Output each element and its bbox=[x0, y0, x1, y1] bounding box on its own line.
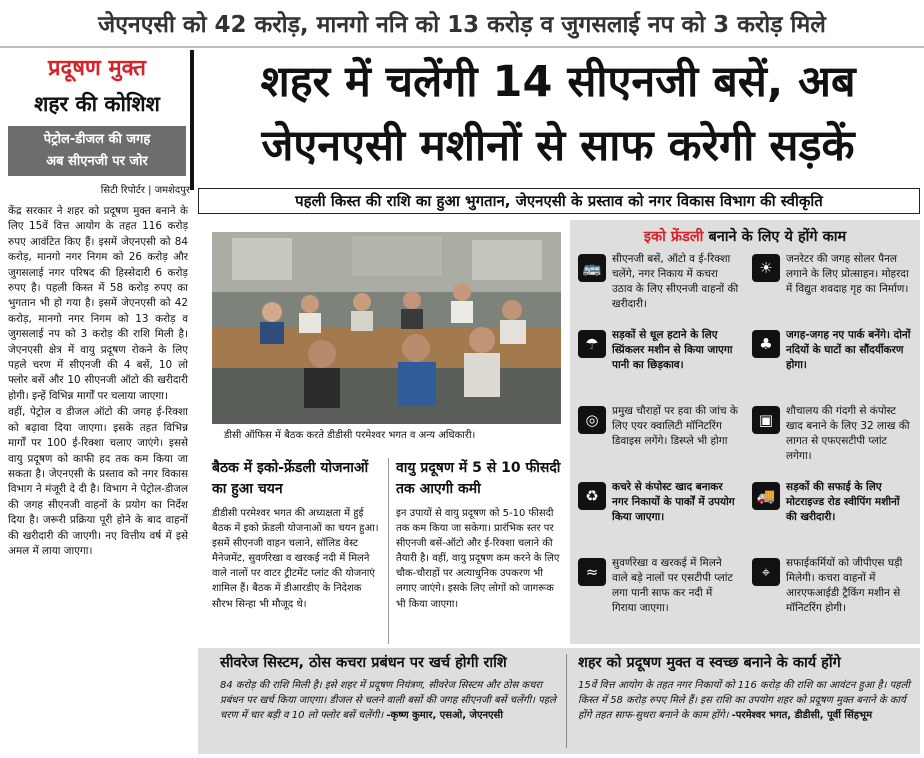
eco-item bbox=[574, 478, 744, 542]
sub-headline-strip bbox=[198, 188, 920, 214]
bottom-divider bbox=[566, 654, 567, 748]
column-b-title: वायु प्रदूषण में 5 से 10 फीसदी तक आएगी कमी bbox=[396, 460, 561, 497]
eco-item bbox=[748, 402, 918, 466]
left-paragraph-2: वहीं, पेट्रोल व डीजल ऑटो की जगह ई-रिक्शा को बढ़ावा दिया जाएगा। इसके तहत विभिन्न मार्गों पर 100 ई-रिक्शा चलाए जाएंगे। इससे वायु प्रदूषण को काफी हद तक कम किया जा सकता है। जेएनएसी के प्रस्ताव को नगर विकास विभाग ने मंजूरी दे दी है। विभाग ने पेट्रोल-डीजल की जगह सीएनजी वाहनों के प्रयोग का निर्देश दिया है। जरूरी प्रक्रिया पूरी होने के बाद वाहनों की खरीदारी की जाएगी। नए वित्तीय वर्ष में इसे अमल में लाया जाएगा। bbox=[8, 406, 188, 557]
bottom-quote-band bbox=[198, 648, 920, 754]
left-article-body bbox=[8, 204, 188, 752]
eco-item bbox=[748, 326, 918, 390]
left-paragraph-1: केंद्र सरकार ने शहर को प्रदूषण मुक्त बनाने के लिए 15वें वित्त आयोग के तहत 116 करोड़ रुपए आवंटित किए हैं। इसमें जेएनएसी को 84 करोड़, मानगो नगर निगम को 26 करोड़ और जुगसलाई नगर परिषद की हिस्सेदारी 6 करोड़ रुपए है। पहली किस्त में 58 करोड़ रुपए का भुगतान भी हो गया है। इसमें जेएनएसी को 42 करोड़, मानगो नगर निगम को 13 करोड़ व जुगसलाई नप को 3 करोड़ की राशि मिली है। जेएनएसी क्षेत्र में वायु प्रदूषण रोकने के लिए पहले चरण में सीएनजी की 4 बसें, 10 लो फ्लोर बसें और 10 सीएनजी ऑटो की खरीदारी होगी। इन्हें विभिन्न मार्गों पर चलाया जाएगा। bbox=[8, 205, 188, 402]
bottom-left-body-text: 84 करोड़ की राशि मिली है। इसे शहर में प्रदूषण नियंत्रण, सीवरेज सिस्टम और ठोस कचरा प्रबंधन पर खर्च किया जाएगा। डीजल से चलने वाली बसों की जगह सीएनजी बसें चलेंगी। पहले चरण में चार बड़ी व 10 लो फ्लोर बसें चलेंगी। bbox=[220, 680, 556, 721]
column-a-title: बैठक में इको-फ्रेंडली योजनाओं का हुआ चयन bbox=[212, 460, 369, 497]
top-banner bbox=[0, 0, 924, 48]
black-heading: शहर की कोशिश bbox=[34, 92, 160, 116]
solar-panel-icon: ☀ bbox=[752, 254, 780, 282]
eco-item-text: सीएनजी बसें, ऑटो व ई-रिक्शा चलेंगे, नगर निकाय में कचरा उठाव के लिए सीएनजी वाहनों की खरीदारी। bbox=[612, 253, 739, 310]
eco-item-text: शौचालय की गंदगी से कंपोस्ट खाद बनाने के लिए 32 लाख की लागत से एफएसटीपी प्लांट लगेगा। bbox=[786, 405, 910, 462]
tree-icon: ♣ bbox=[752, 330, 780, 358]
sprinkler-icon: ☂ bbox=[578, 330, 606, 358]
eco-item-text: जनरेटर की जगह सोलर पैनल लगाने के लिए प्रोत्साहन। मोहरदा में विद्युत शवदाह गृह का निर्माण। bbox=[786, 253, 909, 295]
eco-item bbox=[748, 478, 918, 542]
column-a-body: डीडीसी परमेश्वर भगत की अध्यक्षता में हुई बैठक में इको फ्रेंडली योजनाओं का चयन हुआ। इसमें सीएनजी वाहन चलाने, सॉलिड वेस्ट मैनेजमेंट, सुवर्णरेखा व खरकई नदी में मिलने वाले नालों पर वाटर ट्रीटमेंट प्लांट की योजनाएं शामिल हैं। बैठक में डीआरडीए के निदेशक सौरभ सिन्हा भी मौजूद थे। bbox=[212, 508, 379, 610]
bus-icon: 🚌 bbox=[578, 254, 606, 282]
column-divider bbox=[388, 458, 389, 644]
gps-truck-icon: ⌖ bbox=[752, 558, 780, 586]
sweeper-truck-icon: 🚚 bbox=[752, 482, 780, 510]
column-b-body: इन उपायों से वायु प्रदूषण को 5-10 फीसदी तक कम किया जा सकेगा। प्रारंभिक स्तर पर सीएनजी बसें-ऑटो और ई-रिक्शा चलाने की तैयारी है। वहीं, वायु प्रदूषण कम करने के लिए चौक-चौराहों पर अत्याधुनिक उपकरण भी लगाए जाएंगे। इसके लिए लोगों को जागरूक भी किया जाएगा। bbox=[396, 508, 560, 610]
grey-subheading-line1: पेट्रोल-डीजल की जगह bbox=[43, 132, 151, 147]
bottom-left-signature: -कृष्ण कुमार, एसओ, जेएनएसी bbox=[386, 710, 503, 721]
sub-headline-text: पहली किस्त की राशि का हुआ भुगतान, जेएनएसी के प्रस्ताव को नगर विकास विभाग की स्वीकृति bbox=[295, 192, 823, 210]
red-heading: प्रदूषण मुक्त bbox=[48, 56, 146, 81]
compost-icon: ♻ bbox=[578, 482, 606, 510]
eco-item-text: प्रमुख चौराहों पर हवा की जांच के लिए एयर क्वालिटी मॉनिटरिंग डिवाइस लगेंगे। डिस्प्ले भी होगा bbox=[612, 405, 738, 447]
eco-item bbox=[574, 554, 744, 618]
eco-item-text: जगह-जगह नए पार्क बनेंगे। दोनों नदियों के घाटों का सौंदर्यीकरण होगा। bbox=[786, 329, 911, 371]
eco-friendly-panel bbox=[570, 220, 920, 644]
water-icon: ≈ bbox=[578, 558, 606, 586]
eco-item-text: सड़कों की सफाई के लिए मोटराइज्ड रोड स्वीपिंग मशीनों की खरीदारी। bbox=[786, 481, 900, 523]
eco-item-text: सुवर्णरेखा व खरकई में मिलने वाले बड़े नालों पर एसटीपी प्लांट लगा पानी साफ कर नदी में गिराया जाएगा। bbox=[612, 557, 733, 614]
left-heading-box bbox=[0, 50, 190, 178]
eco-panel-title-rest: बनाने के लिए ये होंगे काम bbox=[703, 229, 847, 245]
eco-item-text: सड़कों से धूल हटाने के लिए स्प्रिंकलर मशीन से किया जाएगा पानी का छिड़काव। bbox=[612, 329, 733, 371]
meeting-photo bbox=[212, 232, 561, 424]
eco-item bbox=[748, 554, 918, 618]
grey-subheading-line2: अब सीएनजी पर जोर bbox=[46, 154, 148, 169]
photo-caption: डीसी ऑफिस में बैठक करते डीडीसी परमेश्वर भगत व अन्य अधिकारी। bbox=[212, 426, 561, 446]
toilet-icon: ▣ bbox=[752, 406, 780, 434]
eco-item bbox=[574, 402, 744, 466]
grey-subheading bbox=[8, 126, 186, 176]
bottom-left-body bbox=[220, 678, 560, 723]
eco-panel-title-red: इको फ्रेंडली bbox=[643, 229, 704, 245]
bottom-right-body-text: 15वें वित्त आयोग के तहत नगर निकायों को 116 करोड़ की राशि का आवंटन हुआ है। पहली किस्त में 58 करोड़ रुपए मिले हैं। इस राशि का उपयोग शहर को प्रदूषण मुक्त बनाने के कार्य होंगे तहत साफ-सुथरा बनाने के काम होंगे। bbox=[578, 680, 910, 721]
top-banner-text: जेएनएसी को 42 करोड़, मानगो ननि को 13 करोड़ व जुगसलाई नप को 3 करोड़ मिले bbox=[98, 12, 826, 38]
air-monitor-icon: ◎ bbox=[578, 406, 606, 434]
eco-item bbox=[574, 326, 744, 390]
bottom-right-signature: -परमेश्वर भगत, डीडीसी, पूर्वी सिंहभूम bbox=[731, 710, 873, 721]
main-headline-line2: जेएनएसी मशीनों से साफ करेगी सड़कें bbox=[261, 121, 855, 171]
eco-item bbox=[574, 250, 744, 314]
bottom-left-title: सीवरेज सिस्टम, ठोस कचरा प्रबंधन पर खर्च होगी राशि bbox=[220, 655, 507, 671]
byline: सिटी रिपोर्टर | जमशेदपुर bbox=[100, 185, 190, 196]
main-headline-line1: शहर में चलेंगी 14 सीएनजी बसें, अब bbox=[260, 57, 856, 107]
eco-item bbox=[748, 250, 918, 314]
bottom-right-body bbox=[578, 678, 914, 723]
main-headline bbox=[196, 50, 920, 184]
bottom-right-title: शहर को प्रदूषण मुक्त व स्वच्छ बनाने के कार्य होंगे bbox=[578, 655, 841, 671]
eco-item-text: कचरे से कंपोस्ट खाद बनाकर नगर निकायों के पार्कों में उपयोग किया जाएगा। bbox=[612, 481, 735, 523]
eco-panel-title bbox=[570, 226, 920, 246]
eco-item-text: सफाईकर्मियों को जीपीएस घड़ी मिलेगी। कचरा वाहनों में आरएफआईडी ट्रैकिंग मशीन से मॉनिटरिंग होगी। bbox=[786, 557, 903, 614]
headline-divider bbox=[190, 50, 194, 190]
meeting-photo-illustration bbox=[212, 232, 561, 424]
